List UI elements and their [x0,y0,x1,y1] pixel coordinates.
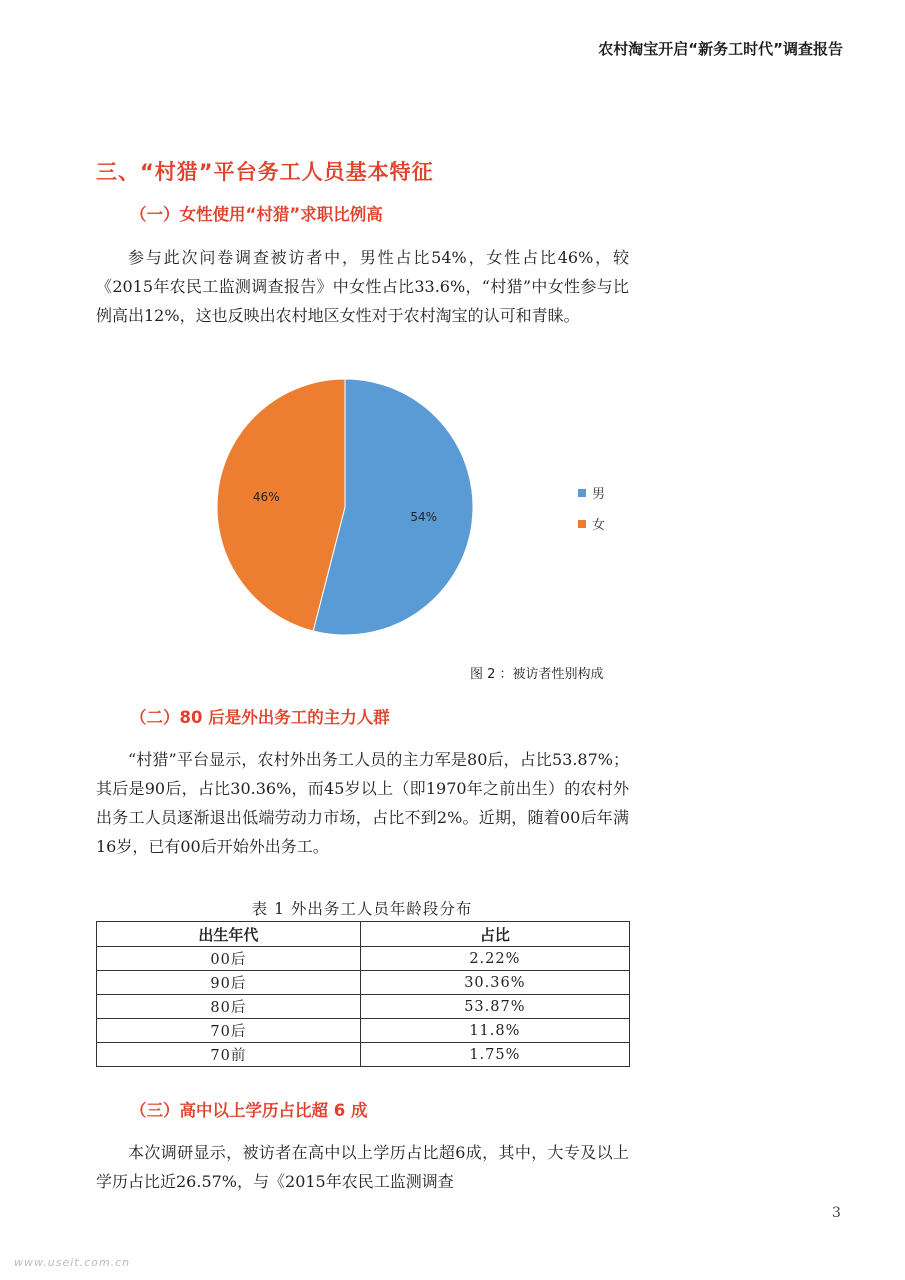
cell-decade: 80后 [97,995,361,1019]
page-number: 3 [832,1205,841,1221]
legend-label-male: 男 [592,487,606,502]
table-row [97,1043,630,1067]
table-title: 表 1 外出务工人员年龄段分布 [251,900,473,918]
age-distribution-table [96,921,630,1067]
cell-share: 1.75% [360,1043,629,1067]
cell-decade: 00后 [97,947,361,971]
header-birth-decade: 出生年代 [97,922,361,947]
cell-decade: 70后 [97,1019,361,1043]
legend-item-male [578,483,605,502]
paragraph-3: 本次调研显示，被访者在高中以上学历占比超6成，其中，大专及以上学历占比近26.57%，与《2015年农民工监测调查 [96,1143,629,1191]
figure-caption: 图 2 ：被访者性别构成 [470,667,604,682]
section-title: 三、“村猎”平台务工人员基本特征 [96,160,434,184]
pie-label-female: 46% [252,490,280,505]
gender-pie-chart [200,370,500,650]
legend-item-female [578,514,605,533]
pie-label-male: 54% [410,509,438,524]
header-share: 占比 [360,922,629,947]
paragraph-1: 参与此次问卷调查被访者中，男性占比54%，女性占比46%，较《2015年农民工监测调查报告》中女性占比33.6%，“村猎”中女性参与比例高出12%，这也反映出农村地区女性对于农村淘宝的认可和青睐。 [96,248,629,325]
table-row [97,971,630,995]
running-header: 农村淘宝开启“新务工时代”调查报告 [598,40,843,58]
legend-label-female: 女 [592,518,606,533]
paragraph-2: “村猎”平台显示，农村外出务工人员的主力军是80后，占比53.87%；其后是90后，占比30.36%，而45岁以上（即1970年之前出生）的农村外出务工人员逐渐退出低端劳动力市场，占比不到2%。近期，随着00后年满16岁，已有00后开始外出务工。 [96,750,629,856]
subsection-title-2: （二）80 后是外出务工的主力人群 [130,708,390,727]
subsection-title-1: （一）女性使用“村猎”求职比例高 [130,205,383,224]
legend-swatch-female [578,520,586,528]
subsection-title-3: （三）高中以上学历占比超 6 成 [130,1101,368,1120]
table-row [97,1019,630,1043]
cell-share: 2.22% [360,947,629,971]
cell-decade: 90后 [97,971,361,995]
legend-swatch-male [578,489,586,497]
table-row [97,947,630,971]
table-row [97,995,630,1019]
watermark: www.useit.com.cn [14,1256,131,1269]
cell-decade: 70前 [97,1043,361,1067]
table-header-row [97,922,630,947]
cell-share: 53.87% [360,995,629,1019]
cell-share: 30.36% [360,971,629,995]
chart-legend [578,483,605,533]
cell-share: 11.8% [360,1019,629,1043]
